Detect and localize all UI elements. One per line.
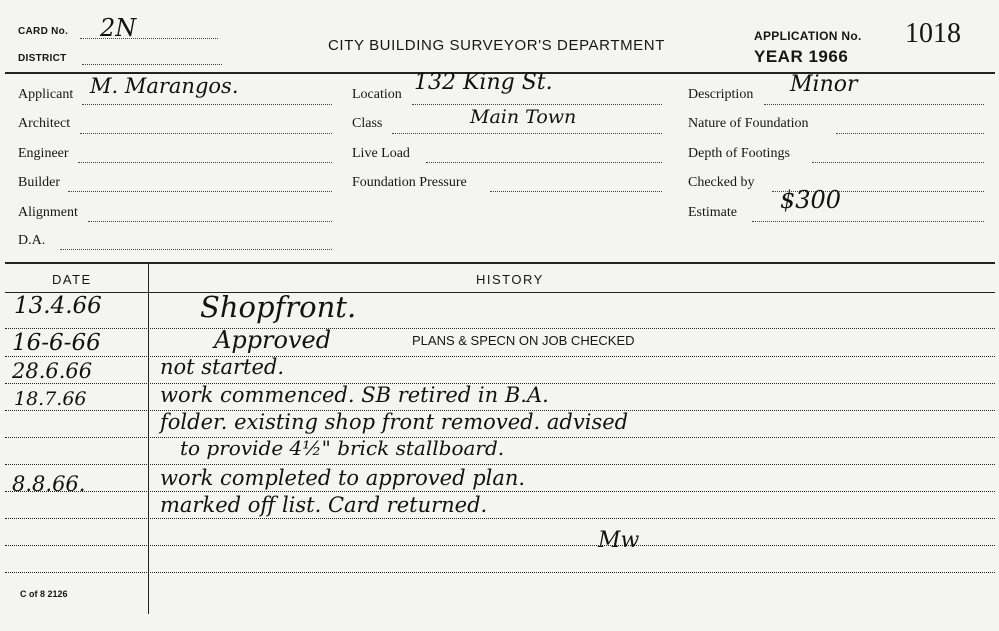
class-line xyxy=(392,133,662,134)
history-date: 16-6-66 xyxy=(12,330,101,356)
location-label: Location xyxy=(352,87,402,102)
district-line xyxy=(82,64,222,65)
description-label: Description xyxy=(688,87,754,102)
history-row-line xyxy=(5,572,995,573)
live-load-line xyxy=(426,162,662,163)
builder-line xyxy=(68,191,332,192)
description-line xyxy=(764,104,984,105)
da-line xyxy=(60,249,332,250)
history-text: work completed to approved plan. xyxy=(160,466,526,490)
alignment-label: Alignment xyxy=(18,205,78,220)
history-text: not started. xyxy=(160,355,285,379)
history-row-line xyxy=(5,491,995,492)
estimate-value: $300 xyxy=(780,186,842,214)
depth-of-footings-label: Depth of Footings xyxy=(688,146,790,161)
history-row-line xyxy=(5,464,995,465)
foundation-pressure-line xyxy=(490,191,662,192)
applicant-line xyxy=(82,104,332,105)
history-row-line xyxy=(5,518,995,519)
engineer-label: Engineer xyxy=(18,146,69,161)
nature-of-foundation-line xyxy=(836,133,984,134)
initials-signature: Mw xyxy=(598,528,640,553)
application-no-value: 1018 xyxy=(905,18,961,49)
checked-stamp: PLANS & SPECN ON JOB CHECKED xyxy=(412,333,635,348)
department-title: CITY BUILDING SURVEYOR'S DEPARTMENT xyxy=(328,37,665,54)
applicant-value: M. Marangos. xyxy=(90,74,239,98)
history-text: Approved xyxy=(214,326,332,354)
application-no-label: APPLICATION No. xyxy=(754,29,862,43)
location-value: 132 King St. xyxy=(414,70,553,95)
history-date: 18.7.66 xyxy=(14,388,87,410)
district-label: DISTRICT xyxy=(18,53,67,64)
history-text: to provide 4½" brick stallboard. xyxy=(180,436,505,460)
engineer-line xyxy=(78,162,332,163)
applicant-label: Applicant xyxy=(18,87,74,102)
estimate-label: Estimate xyxy=(688,205,737,220)
card-no-label: CARD No. xyxy=(18,26,69,37)
history-row-line xyxy=(5,328,995,329)
nature-of-foundation-label: Nature of Foundation xyxy=(688,116,809,131)
description-value: Minor xyxy=(790,72,858,97)
estimate-line xyxy=(752,221,984,222)
date-column-divider xyxy=(148,262,149,614)
history-text: marked off list. Card returned. xyxy=(160,493,488,517)
foundation-pressure-label: Foundation Pressure xyxy=(352,175,467,190)
architect-line xyxy=(80,133,332,134)
history-date: 13.4.66 xyxy=(14,293,102,319)
checked-by-label: Checked by xyxy=(688,175,755,190)
history-header-rule xyxy=(5,292,995,293)
da-label: D.A. xyxy=(18,233,46,248)
history-row-line xyxy=(5,356,995,357)
history-date: 8.8.66. xyxy=(12,472,86,496)
history-row-line xyxy=(5,545,995,546)
form-code: C of 8 2126 xyxy=(20,589,68,599)
depth-of-footings-line xyxy=(812,162,984,163)
date-header: DATE xyxy=(52,272,92,287)
class-value: Main Town xyxy=(470,106,577,128)
live-load-label: Live Load xyxy=(352,146,410,161)
architect-label: Architect xyxy=(18,116,71,131)
alignment-line xyxy=(88,221,332,222)
history-text: folder. existing shop front removed. advised xyxy=(160,410,629,434)
history-text: work commenced. SB retired in B.A. xyxy=(160,383,549,407)
history-header: HISTORY xyxy=(476,272,544,287)
history-top-rule xyxy=(5,262,995,264)
location-line xyxy=(412,104,662,105)
history-text: Shopfront. xyxy=(200,290,357,324)
card-no-value: 2N xyxy=(100,14,137,42)
history-date: 28.6.66 xyxy=(12,359,93,383)
year-label: YEAR 1966 xyxy=(754,47,849,66)
class-label: Class xyxy=(352,116,383,131)
builder-label: Builder xyxy=(18,175,60,190)
